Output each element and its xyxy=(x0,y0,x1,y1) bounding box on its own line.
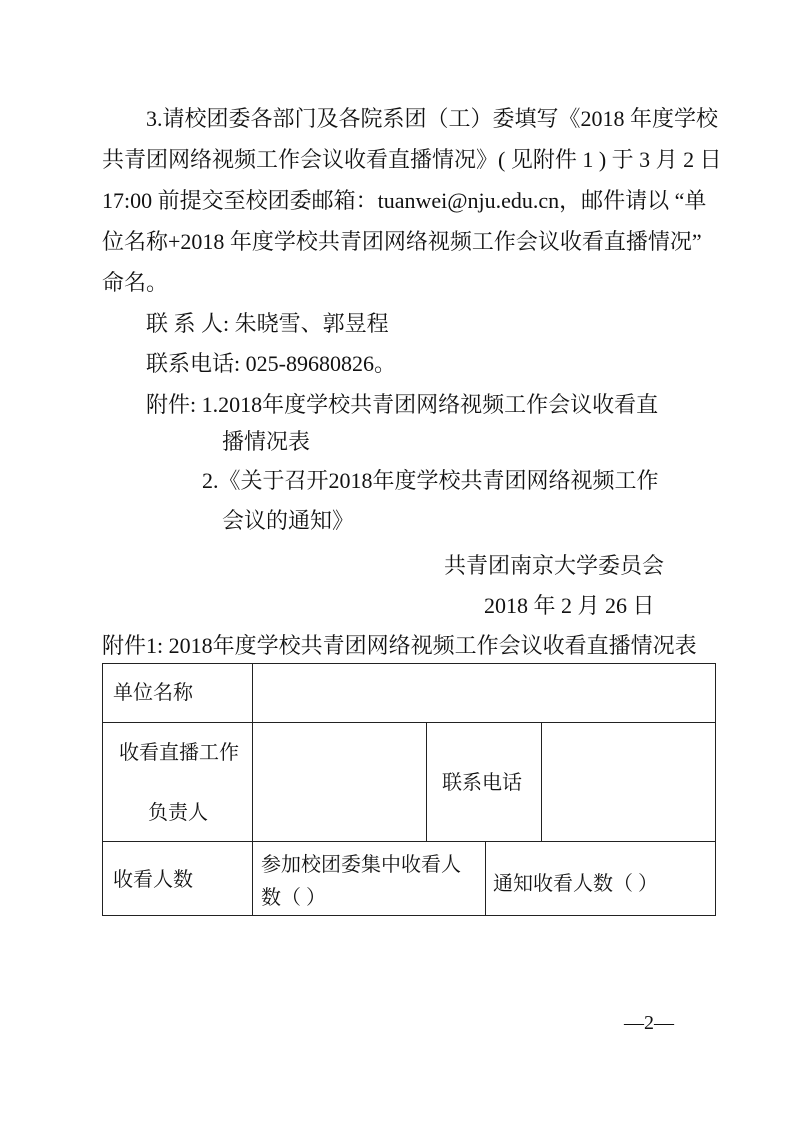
signature-organization: 共青团南京大学委员会 xyxy=(444,553,665,578)
contact-person: 联 系 人: 朱晓雪、郭昱程 xyxy=(146,311,389,336)
table-column-divider xyxy=(485,842,486,916)
attachment-2-line-1: 2.《关于召开2018年度学校共青团网络视频工作 xyxy=(202,468,659,493)
contact-phone: 联系电话: 025-89680826。 xyxy=(146,351,396,376)
report-table xyxy=(102,663,716,916)
table-column-divider xyxy=(252,664,253,915)
paragraph-3-line-5: 命名。 xyxy=(102,270,169,295)
paragraph-3-line-2: 共青团网络视频工作会议收看直播情况》( 见附件 1 ) 于 3 月 2 日 xyxy=(102,147,722,172)
paragraph-3-line-1: 3.请校团委各部门及各院系团（工）委填写《2018 年度学校 xyxy=(146,106,719,131)
viewer-count-label: 收看人数 xyxy=(113,869,193,891)
contact-phone-value[interactable] xyxy=(548,729,708,835)
attachment-1-line-2: 播情况表 xyxy=(222,429,311,454)
table-title: 附件1: 2018年度学校共青团网络视频工作会议收看直播情况表 xyxy=(102,633,697,658)
responsible-person-label-line-1: 收看直播工作 xyxy=(119,742,239,764)
signature-date: 2018 年 2 月 26 日 xyxy=(484,593,655,618)
table-column-divider xyxy=(541,723,542,841)
page-number: —2— xyxy=(624,1012,674,1034)
attachment-1-line-1: 附件: 1.2018年度学校共青团网络视频工作会议收看直 xyxy=(146,392,659,417)
responsible-person-value[interactable] xyxy=(258,729,418,835)
unit-name-value[interactable] xyxy=(258,670,708,716)
attachment-2-line-2: 会议的通知》 xyxy=(222,508,355,533)
paragraph-3-line-4: 位名称+2018 年度学校共青团网络视频工作会议收看直播情况” xyxy=(102,229,702,254)
unit-name-label: 单位名称 xyxy=(113,682,193,704)
notified-viewing-count: 通知收看人数（ ） xyxy=(493,873,658,895)
responsible-person-label-line-2: 负责人 xyxy=(148,802,208,824)
contact-phone-label: 联系电话 xyxy=(442,772,522,794)
table-row-divider xyxy=(103,722,715,723)
table-row-divider xyxy=(103,841,715,842)
paragraph-3-line-3: 17:00 前提交至校团委邮箱：tuanwei@nju.edu.cn，邮件请以 “单 xyxy=(102,188,707,213)
table-column-divider xyxy=(426,723,427,841)
central-viewing-count-line-1: 参加校团委集中收看人 xyxy=(261,854,461,876)
central-viewing-count-line-2: 数（ ） xyxy=(261,887,326,909)
